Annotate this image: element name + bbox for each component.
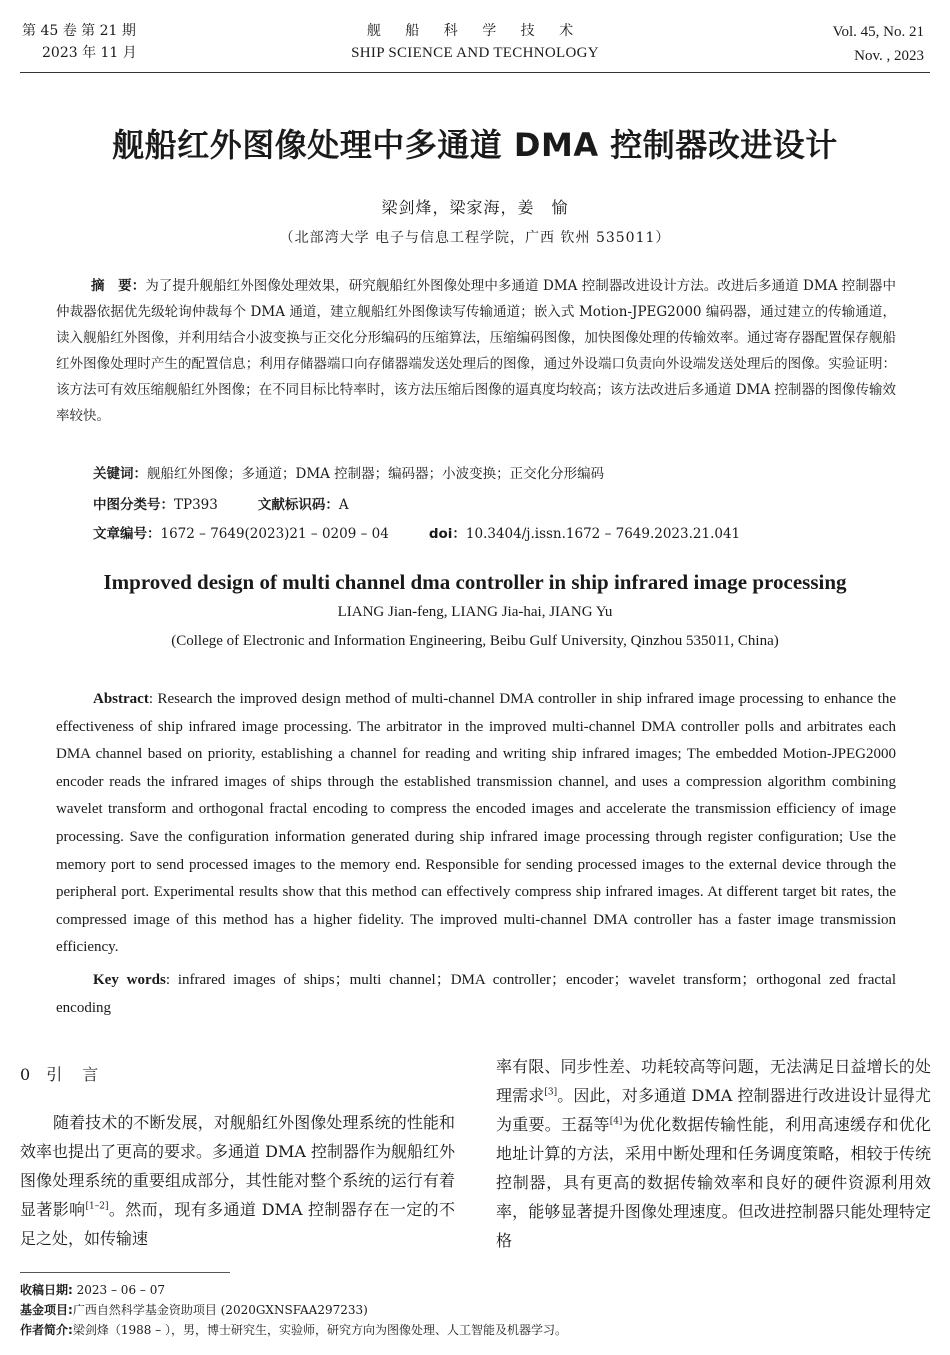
affiliation-en: (College of Electronic and Information Engineering, Beibu Gulf University, Qinzhou 535011, China) <box>171 633 779 649</box>
abstract-en-text: : Research the improved design method of multi-channel DMA controller in ship infrared image processing to enhance the effectiveness of ship infrared image processing. The arbitrator in the improved multi-channel DMA controller polls and arbitrates each DMA channel based on priority, establishing a channel for reading and writing ship infrared images; The embedded Motion-JPEG2000 encoder reads the infrared images of ships through the established transmission channel, and uses a compression algorithm combining wavelet transform and orthogonal fractal encoding to compress the encoded images and accelerate the transmission efficiency of image processing. Save the configuration information generated during ship infrared image processing through register configuration; Use the memory port to send processed images to the memory end. Responsible for sending processed images to the external device through the peripheral port. Experimental results show that this method can effectively compress ship infrared images. At different target bit rates, the compressed image of this method has a higher fidelity. The improved multi-channel DMA controller has a faster image transmission efficiency. <box>56 691 896 956</box>
author-bio-value: 梁剑烽（1988 – ），男，博士研究生，实验师，研究方向为图像处理、人工智能及机器学习。 <box>72 1323 567 1337</box>
date-en: Nov. , 2023 <box>854 48 924 64</box>
volume-en: Vol. 45, No. 21 <box>832 24 924 40</box>
citation-ref: [3] <box>544 1087 558 1098</box>
affiliation-cn: （北部湾大学 电子与信息工程学院，广西 钦州 535011） <box>279 230 671 246</box>
section-title: 引 言 <box>46 1065 101 1084</box>
classification-line <box>93 492 349 518</box>
section-heading <box>20 1062 100 1085</box>
keywords-en <box>56 967 896 1022</box>
authors-cn: 梁剑烽，梁家海，姜 愉 <box>381 198 569 217</box>
section-number: 0 <box>20 1065 33 1084</box>
author-bio-label: 作者简介: <box>20 1323 73 1337</box>
received-label: 收稿日期: <box>20 1283 73 1297</box>
date-cn: 2023 年 11 月 <box>42 45 137 61</box>
keywords-cn <box>93 461 604 487</box>
keywords-cn-text: 舰船红外图像；多通道；DMA 控制器；编码器；小波变换；正交化分形编码 <box>147 466 605 482</box>
doi-label: doi： <box>428 526 466 542</box>
paper-title-en: Improved design of multi channel dma controller in ship infrared image processing <box>103 570 847 594</box>
citation-ref: [4] <box>609 1116 623 1127</box>
header-divider <box>20 72 930 73</box>
clc-label: 中图分类号： <box>93 497 174 513</box>
article-no-label: 文章编号： <box>93 526 161 542</box>
body-right-text-2: 。因此，对多通道 DMA 控制器进行改进设计显得尤为重要。王磊等 <box>496 1086 931 1134</box>
body-left-text-1: 随着技术的不断发展，对舰船红外图像处理系统的性能和效率也提出了更高的要求。多通道 DMA 控制器作为舰船红外图像处理系统的重要组成部分，其性能对整个系统的运行有着显著影响 <box>20 1113 455 1219</box>
fund-value: 广西自然科学基金资助项目 (2020GXNSFAA297233) <box>72 1303 368 1317</box>
keywords-en-label: Key words <box>93 972 166 988</box>
doc-code-value: A <box>338 497 349 513</box>
article-number-line <box>93 521 740 547</box>
paper-title-cn: 舰船红外图像处理中多通道 DMA 控制器改进设计 <box>112 126 838 164</box>
footnote-author <box>20 1320 567 1340</box>
journal-name-en: SHIP SCIENCE AND TECHNOLOGY <box>351 45 599 61</box>
journal-name <box>260 20 690 64</box>
keywords-en-text: : infrared images of ships；multi channel；DMA controller；encoder；wavelet transform；orthogonal zed fractal encoding <box>56 972 897 1016</box>
header-issue-cn <box>22 20 137 64</box>
authors-en: LIANG Jian-feng, LIANG Jia-hai, JIANG Yu <box>337 604 613 620</box>
volume-cn: 第 45 卷 第 21 期 <box>22 23 136 39</box>
doc-code-label: 文献标识码： <box>257 497 339 513</box>
abstract-en <box>56 686 896 962</box>
footnote-fund <box>20 1300 368 1320</box>
header-issue-en <box>833 20 924 68</box>
abstract-en-label: Abstract <box>93 691 149 707</box>
article-no-value: 1672 – 7649(2023)21 – 0209 – 04 <box>160 526 389 542</box>
journal-name-cn: 舰 船 科 学 技 术 <box>366 23 584 39</box>
footnote-divider <box>20 1272 230 1273</box>
body-column-right <box>496 1052 931 1255</box>
abstract-cn-label: 摘 要： <box>91 278 146 294</box>
clc-value: TP393 <box>174 497 218 513</box>
body-right-text-3: 为优化数据传输性能，利用高速缓存和优化地址计算的方法，采用中断处理和任务调度策略，相较于传统控制器，具有更高的数据传输效率和良好的硬件资源利用效率，能够显著提升图像处理速度。但改进控制器只能处理特定格 <box>496 1115 931 1250</box>
fund-label: 基金项目: <box>20 1303 73 1317</box>
citation-ref: [1–2] <box>85 1201 109 1212</box>
footnote-received <box>20 1280 165 1300</box>
body-left-text-2: 。然而，现有多通道 DMA 控制器存在一定的不足之处，如传输速 <box>20 1200 455 1248</box>
doi-value: 10.3404/j.issn.1672 – 7649.2023.21.041 <box>465 526 741 542</box>
received-value: 2023 – 06 – 07 <box>76 1283 165 1297</box>
abstract-cn-text: 为了提升舰船红外图像处理效果，研究舰船红外图像处理中多通道 DMA 控制器改进设计方法。改进后多通道 DMA 控制器中仲裁器依据优先级轮询仲裁每个 DMA 通道，建立舰船红外图像读写传输通道；嵌入式 Motion-JPEG2000 编码器，通过建立的传输通道，读入舰船红外图像，并利用结合小波变换与正交化分形编码的压缩算法，压缩编码图像，加快图像处理的传输效率。通过寄存器配置保存舰船红外图像处理时产生的配置信息；利用存储器端口向存储器端发送处理后的图像，通过外设端口负责向外设端发送处理后的图像。实验证明：该方法可有效压缩舰船红外图像；在不同目标比特率时，该方法压缩后图像的逼真度均较高；该方法改进后多通道 DMA 控制器的图像传输效率较快。 <box>56 278 897 424</box>
body-right-text-1: 率有限、同步性差、功耗较高等问题，无法满足日益增长的处理需求 <box>496 1057 931 1105</box>
body-column-left <box>20 1108 455 1253</box>
abstract-cn <box>56 273 896 429</box>
keywords-cn-label: 关键词： <box>93 466 147 482</box>
